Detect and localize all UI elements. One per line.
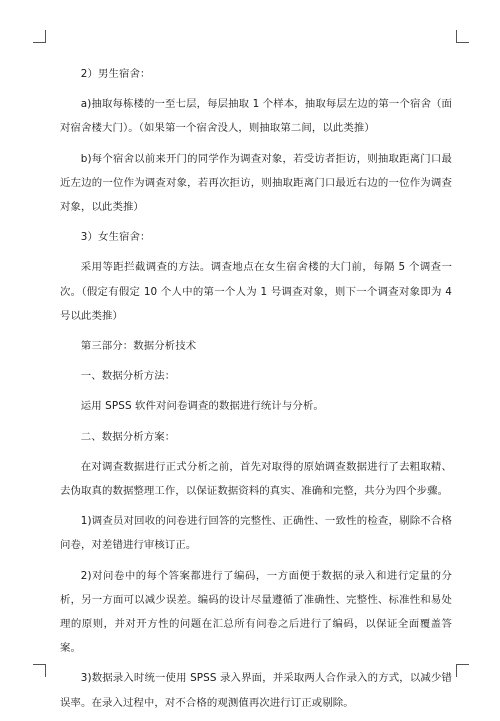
paragraph-step-3: 3)数据录入时统一使用 SPSS 录入界面，并采取两人合作录入的方式，以减少错误率。在录入过程中，对不合格的观测值再次进行订正或剔除。 [60,672,452,709]
paragraph-step-1: 1)调查员对回收的问卷进行回答的完整性、正确性、一致性的检查，剔除不合格问卷，对差错进行审核订正。 [60,515,452,552]
paragraph-step-2: 2)对问卷中的每个答案都进行了编码，一方面便于数据的录入和进行定量的分析，另一方面可以减少误差。编码的设计尽量遵循了准确性、完整性、标准性和易处理的原则，并对开方性的问题在汇总所有问卷之后进行了编码，以保证全面覆盖答案。 [60,569,452,655]
crop-mark-bottom-left [33,664,46,677]
document-body [60,62,456,721]
paragraph-male-dorm-b: b)每个宿舍以前来开门的同学作为调查对象，若受访者拒访，则抽取距离门口最近左边的一位作为调查对象，若再次拒访，则抽取距离门口最近右边的一位作为调查对象，以此类推） [60,152,452,214]
heading-female-dorm: 3）女生宿舍： [80,231,151,244]
heading-analysis-plan: 二、数据分析方案： [80,430,176,443]
paragraph-male-dorm-a: a)抽取每栋楼的一至七层，每层抽取 1 个样本，抽取每层左边的第一个宿舍（面对宿舍楼大门）。（如果第一个宿舍没人，则抽取第二间，以此类推） [60,98,452,135]
crop-mark-bottom-right [456,664,469,677]
heading-analysis-method: 一、数据分析方法： [80,370,176,383]
paragraph-analysis-method: 运用 SPSS 软件对问卷调查的数据进行统计与分析。 [80,400,324,413]
paragraph-analysis-plan-intro: 在对调查数据进行正式分析之前，首先对取得的原始调查数据进行了去粗取精、去伪取真的数据整理工作，以保证数据资料的真实、准确和完整，共分为四个步骤。 [60,460,452,498]
paragraph-female-dorm: 采用等距拦截调查的方法。调查地点在女生宿舍楼的大门前，每隔 5 个调查一次。（假定有假定 10 个人中的第一个人为 1 号调查对象，则下一个调查对象即为 4 号以此类推） [60,261,456,322]
crop-mark-top-right [456,30,469,43]
heading-male-dorm: 2）男生宿舍： [80,68,151,80]
crop-mark-top-left [33,30,46,43]
heading-part-three: 第三部分：数据分析技术 [80,340,197,353]
